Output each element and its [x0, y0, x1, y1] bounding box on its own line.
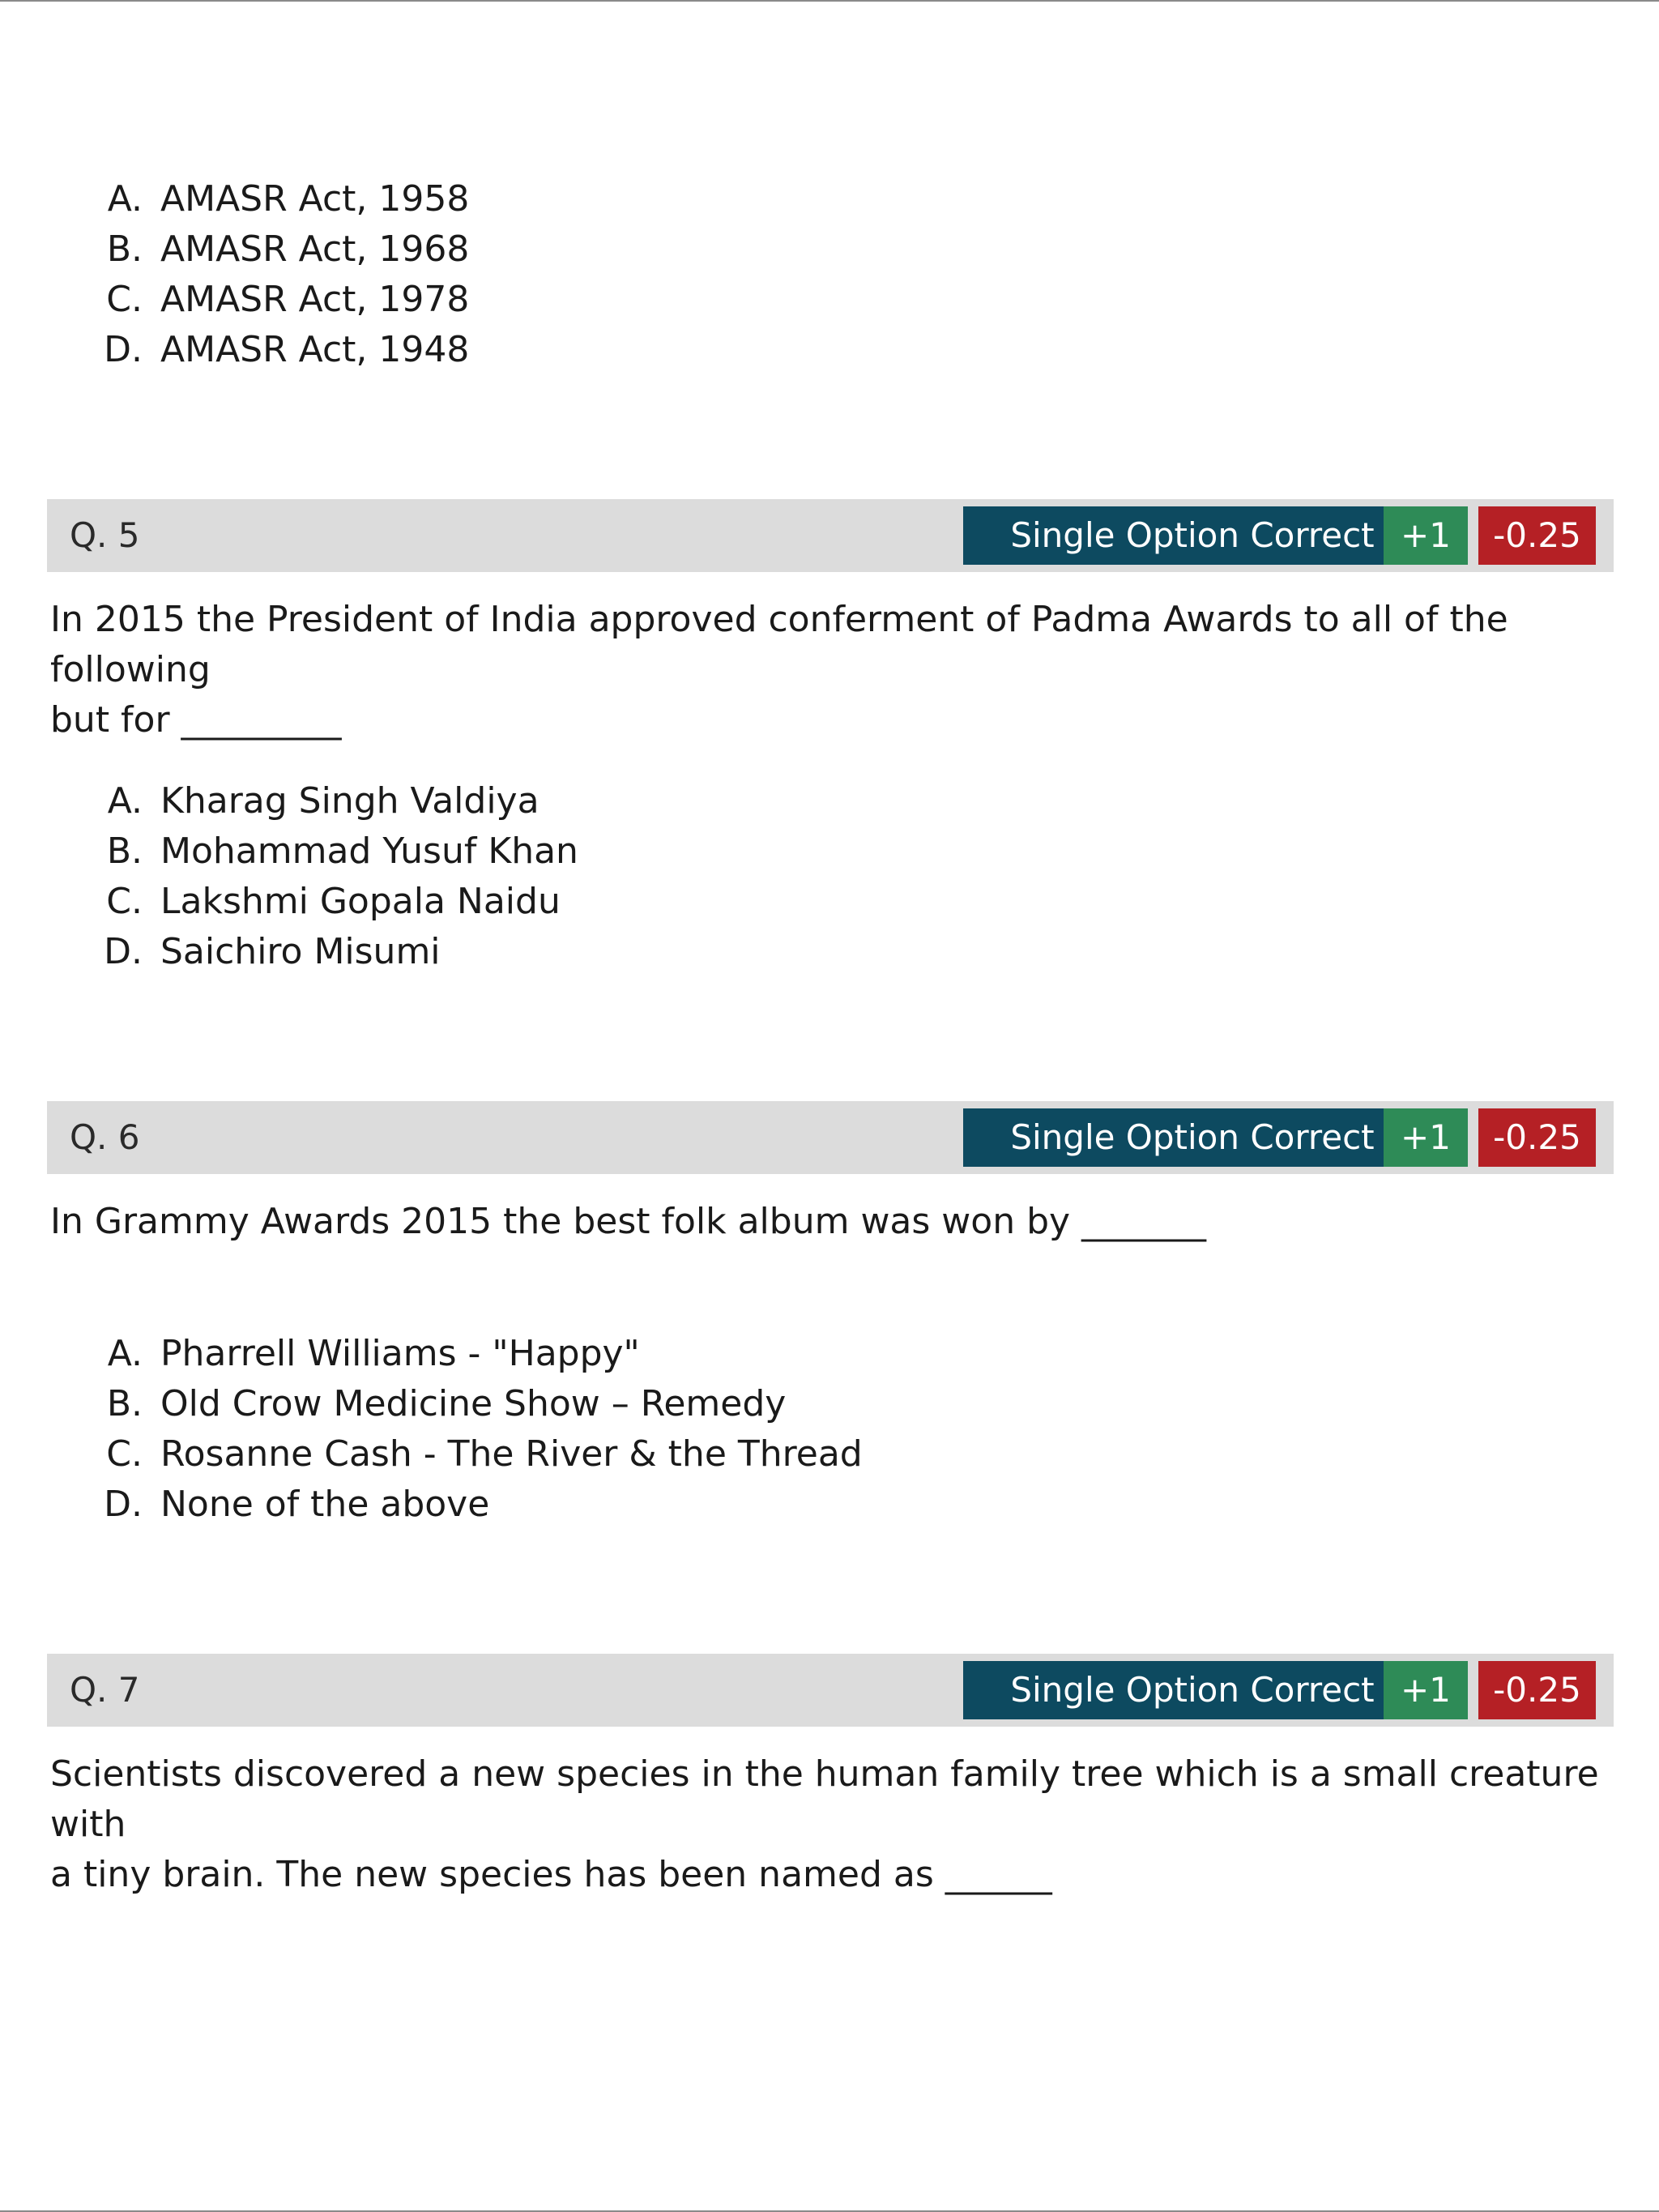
q7-header [47, 1654, 1614, 1727]
question-type-badge: Single Option Correct [963, 1661, 1422, 1719]
page-top-border [0, 0, 1659, 2]
q5-text: In 2015 the President of India approved conferment of Padma Awards to all of the following but for _________ [50, 599, 1508, 741]
q5-header [47, 499, 1614, 572]
option-c[interactable]: C. Rosanne Cash - The River & the Thread [106, 1433, 863, 1475]
option-a[interactable]: A. Pharrell Williams - "Happy" [107, 1332, 640, 1374]
option-b[interactable]: B. Old Crow Medicine Show – Remedy [106, 1382, 787, 1424]
question-number: Q. 7 [70, 1670, 140, 1710]
question-number: Q. 5 [70, 515, 140, 555]
option-c[interactable]: C. AMASR Act, 1978 [106, 278, 470, 320]
option-b[interactable]: B. Mohammad Yusuf Khan [106, 830, 578, 872]
negative-marks-badge: -0.25 [1478, 506, 1596, 565]
q6-header [47, 1101, 1614, 1174]
positive-marks-badge: +1 [1384, 1108, 1468, 1167]
question-type-badge: Single Option Correct [963, 506, 1422, 565]
q7-text: Scientists discovered a new species in the human family tree which is a small creature with a tiny brain. The new species has been named as ______ [50, 1753, 1599, 1895]
q5-options [81, 775, 578, 976]
option-d[interactable]: D. AMASR Act, 1948 [104, 328, 470, 370]
q6-options [81, 1328, 863, 1529]
negative-marks-badge: -0.25 [1478, 1108, 1596, 1167]
negative-marks-badge: -0.25 [1478, 1661, 1596, 1719]
option-d[interactable]: D. None of the above [104, 1483, 490, 1525]
option-d[interactable]: D. Saichiro Misumi [104, 930, 441, 972]
option-c[interactable]: C. Lakshmi Gopala Naidu [106, 880, 561, 922]
option-a[interactable]: A. AMASR Act, 1958 [107, 177, 470, 220]
question-type-badge: Single Option Correct [963, 1108, 1422, 1167]
option-b[interactable]: B. AMASR Act, 1968 [106, 228, 470, 270]
positive-marks-badge: +1 [1384, 506, 1468, 565]
positive-marks-badge: +1 [1384, 1661, 1468, 1719]
q4-options [81, 173, 469, 374]
question-number: Q. 6 [70, 1117, 140, 1157]
q6-text: In Grammy Awards 2015 the best folk album was won by _______ [50, 1201, 1207, 1242]
option-a[interactable]: A. Kharag Singh Valdiya [107, 779, 539, 822]
